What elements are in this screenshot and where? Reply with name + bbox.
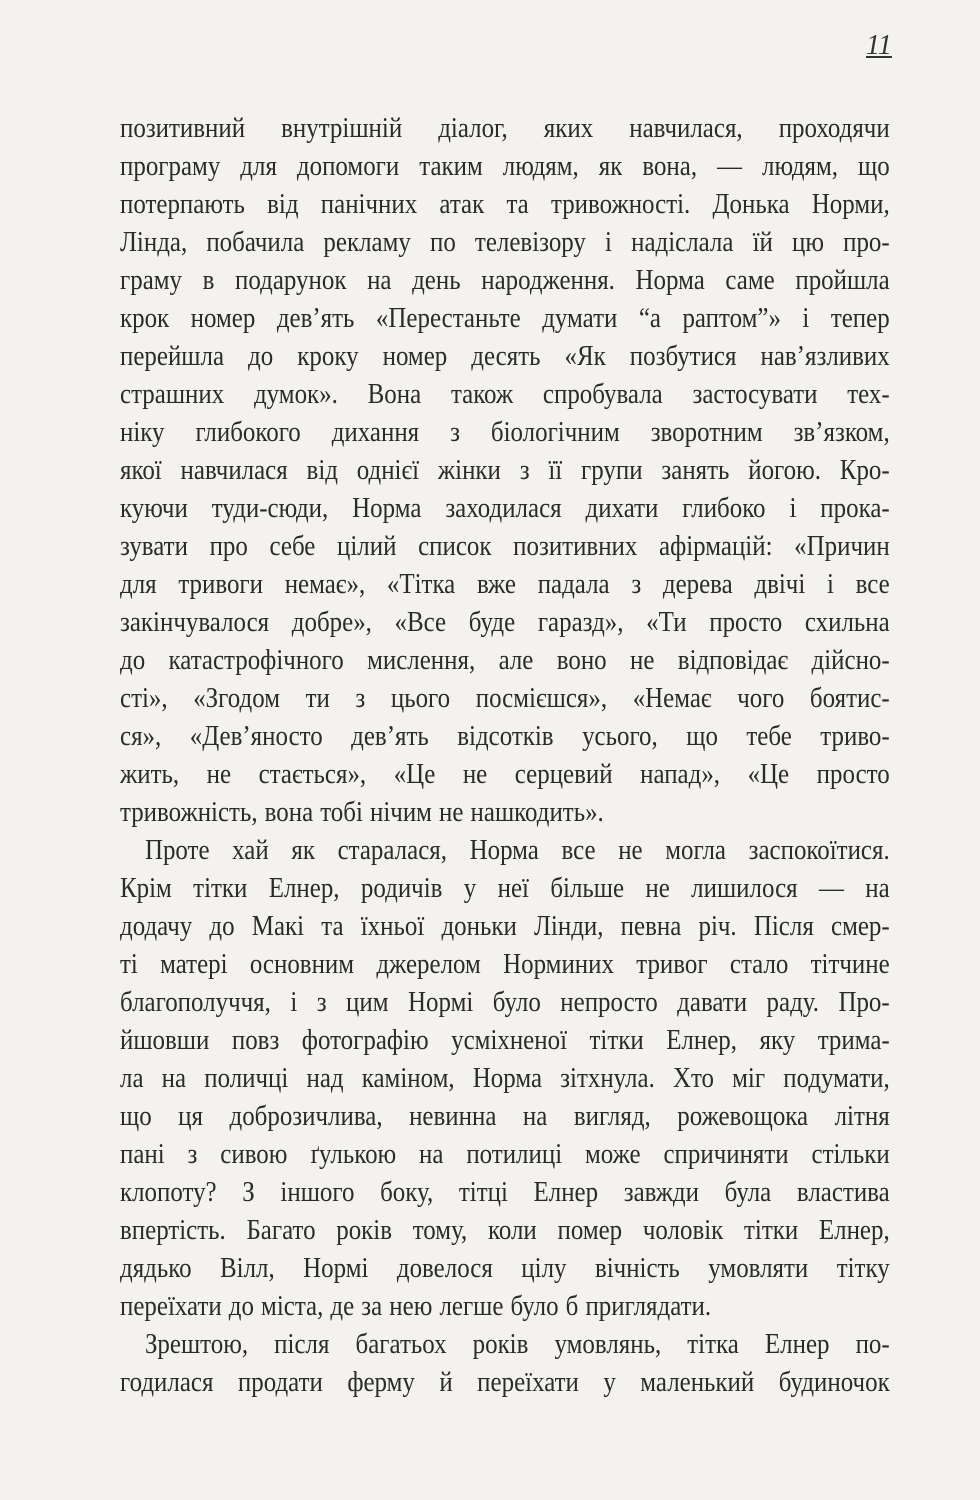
text-line: куючи туди-сюди, Норма заходилася дихати глибоко і прока- (120, 492, 890, 524)
paragraph (120, 109, 890, 831)
text-line: ніку глибокого дихання з біологічним зворотним зв’язком, (120, 416, 890, 448)
text-line: що ця доброзичлива, невинна на вигляд, рожевощока літня (120, 1100, 890, 1132)
text-line: благополуччя, і з цим Нормі було непросто давати раду. Про- (120, 986, 890, 1018)
text-line: Крім тітки Елнер, родичів у неї більше не лишилося — на (120, 872, 890, 904)
text-line: потерпають від панічних атак та тривожності. Донька Норми, (120, 188, 890, 220)
text-line: граму в подарунок на день народження. Норма саме пройшла (120, 264, 890, 296)
text-line: додачу до Макі та їхньої доньки Лінди, певна річ. Після смер- (120, 910, 890, 942)
body-text (120, 109, 890, 1401)
text-line: Зрештою, після багатьох років умовлянь, тітка Елнер по- (144, 1328, 890, 1360)
text-line: зувати про себе цілий список позитивних афірмацій: «Причин (120, 530, 890, 562)
text-line: годилася продати ферму й переїхати у маленький будиночок (120, 1366, 890, 1398)
text-line: крок номер дев’ять «Перестаньте думати “а раптом”» і тепер (120, 302, 890, 334)
text-line: переїхати до міста, де за нею легше було б приглядати. (120, 1290, 712, 1322)
paragraph (120, 831, 890, 1325)
text-line: якої навчилася від однієї жінки з її групи занять йогою. Кро- (120, 454, 890, 486)
text-line: страшних думок». Вона також спробувала застосувати тех- (120, 378, 890, 410)
page-number: 11 (866, 30, 892, 61)
text-line: жить, не стається», «Це не серцевий напад», «Це просто (120, 758, 890, 790)
text-line: йшовши повз фотографію усміхненої тітки Елнер, яку трима- (120, 1024, 890, 1056)
text-line: тривожність, вона тобі нічим не нашкодить». (120, 796, 604, 828)
text-line: дядько Вілл, Нормі довелося цілу вічність умовляти тітку (120, 1252, 890, 1284)
text-line: перейшла до кроку номер десять «Як позбутися нав’язливих (120, 340, 890, 372)
text-line: клопоту? З іншого боку, тітці Елнер завжди була властива (120, 1176, 890, 1208)
text-line: ся», «Дев’яносто дев’ять відсотків усього, що тебе триво- (120, 720, 890, 752)
text-line: позитивний внутрішній діалог, яких навчилася, проходячи (120, 112, 890, 144)
text-line: закінчувалося добре», «Все буде гаразд», «Ти просто схильна (120, 606, 890, 638)
text-line: сті», «Згодом ти з цього посмієшся», «Немає чого боятис- (120, 682, 890, 714)
text-line: ті матері основним джерелом Норминих тривог стало тітчине (120, 948, 890, 980)
text-line: Лінда, побачила рекламу по телевізору і надіслала їй цю про- (120, 226, 890, 258)
text-line: ла на поличці над каміном, Норма зітхнула. Хто міг подумати, (120, 1062, 890, 1094)
text-line: впертість. Багато років тому, коли помер чоловік тітки Елнер, (120, 1214, 890, 1246)
text-line: до катастрофічного мислення, але воно не відповідає дійсно- (120, 644, 890, 676)
text-line: програму для допомоги таким людям, як вона, — людям, що (120, 150, 890, 182)
paragraph (120, 1325, 890, 1401)
text-line: для тривоги немає», «Тітка вже падала з дерева двічі і все (120, 568, 890, 600)
text-line: пані з сивою ґулькою на потилиці може спричиняти стільки (120, 1138, 890, 1170)
text-line: Проте хай як старалася, Норма все не могла заспокоїтися. (144, 834, 890, 866)
